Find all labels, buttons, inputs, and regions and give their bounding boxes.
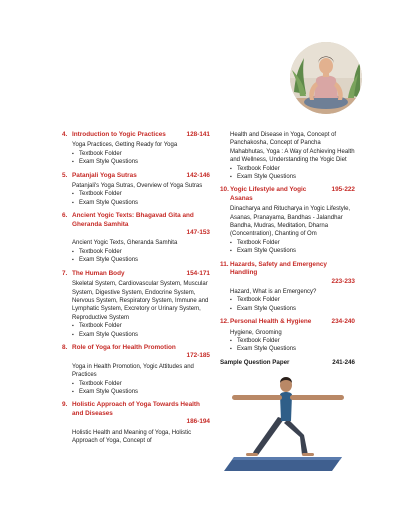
chapter-title: Introduction to Yogic Practices bbox=[72, 131, 166, 138]
list-item: ▪ Exam Style Questions bbox=[72, 158, 210, 166]
chapter-pages: 195-222 bbox=[331, 186, 355, 194]
list-item: ▪ Exam Style Questions bbox=[72, 199, 210, 207]
list-item: ▪ Exam Style Questions bbox=[230, 305, 355, 313]
chapter-title: Role of Yoga for Health Promotion bbox=[72, 343, 176, 351]
sample-paper-label: Sample Question Paper bbox=[220, 358, 290, 366]
chapter-pages: 223-233 bbox=[331, 277, 355, 285]
chapter-number: 12. bbox=[220, 318, 229, 326]
chapter-description: Holistic Health and Meaning of Yoga, Holistic Approach of Yoga, Concept of bbox=[72, 429, 192, 444]
chapter-number: 10. bbox=[220, 186, 229, 194]
list-item: ▪ Exam Style Questions bbox=[230, 247, 355, 255]
list-item: ▪ Exam Style Questions bbox=[230, 173, 355, 181]
chapter-title: The Human Body bbox=[72, 269, 125, 277]
toc-entry-7 bbox=[62, 270, 210, 339]
chapter-description: Hazard, What is an Emergency? bbox=[230, 288, 317, 295]
chapter-number: 6. bbox=[62, 212, 68, 220]
chapter-number: 7. bbox=[62, 269, 68, 277]
chapter-pages: 172-185 bbox=[186, 352, 210, 360]
chapter-number: 9. bbox=[62, 401, 68, 409]
toc-entry-9-continued bbox=[220, 131, 355, 181]
chapter-pages: 186-194 bbox=[186, 418, 210, 426]
chapter-title: Hazards, Safety and Emergency Handling bbox=[230, 260, 327, 277]
list-item: ▪ Textbook Folder bbox=[72, 380, 210, 388]
chapter-description: Ancient Yogic Texts, Gheranda Samhita bbox=[72, 240, 178, 247]
chapter-title: Holistic Approach of Yoga Towards Health and Diseases bbox=[72, 401, 200, 417]
chapter-number: 4. bbox=[62, 131, 68, 138]
chapter-title: Yogic Lifestyle and Yogic Asanas bbox=[230, 186, 307, 202]
chapter-number: 8. bbox=[62, 343, 68, 351]
toc-entry-9 bbox=[62, 401, 210, 445]
toc-left-column bbox=[62, 131, 210, 450]
list-item: ▪ Textbook Folder bbox=[230, 239, 355, 247]
chapter-title: Personal Health & Hygiene bbox=[230, 318, 312, 326]
toc-entry-5 bbox=[62, 172, 210, 208]
chapter-description: Yoga Practices, Getting Ready for Yoga bbox=[72, 142, 178, 149]
list-item: ▪ Exam Style Questions bbox=[72, 331, 210, 339]
toc-entry-12 bbox=[220, 318, 355, 354]
warrior-pose-photo bbox=[224, 365, 352, 475]
list-item: ▪ Textbook Folder bbox=[230, 337, 355, 345]
chapter-number: 5. bbox=[62, 171, 68, 179]
list-item: ▪ Textbook Folder bbox=[72, 150, 210, 158]
sample-paper-pages: 241-246 bbox=[332, 358, 355, 366]
list-item: ▪ Textbook Folder bbox=[72, 248, 210, 256]
chapter-pages: 142-146 bbox=[186, 171, 210, 179]
chapter-description: Dinacharya and Ritucharya in Yogic Lifestyle, Asanas, Pranayama, Bandhas - Jalandhar Bandha, Mudras, Meditation, Dharna (Concentration), Chanting of Om bbox=[230, 206, 351, 238]
chapter-pages: 147-153 bbox=[186, 229, 210, 237]
list-item: ▪ Textbook Folder bbox=[230, 165, 355, 173]
chapter-description: Patanjali's Yoga Sutras, Overview of Yoga Sutras bbox=[72, 183, 203, 190]
chapter-pages: 128-141 bbox=[186, 131, 210, 138]
toc-entry-10 bbox=[220, 186, 355, 255]
chapter-description: Hygiene, Grooming bbox=[230, 329, 282, 336]
list-item: ▪ Textbook Folder bbox=[72, 322, 210, 330]
meditation-photo bbox=[290, 42, 362, 114]
chapter-number: 11. bbox=[220, 260, 229, 268]
toc-entry-11 bbox=[220, 261, 355, 313]
toc-entry-4 bbox=[62, 131, 210, 167]
chapter-title: Ancient Yogic Texts: Bhagavad Gita and Gheranda Samhita bbox=[72, 212, 194, 228]
list-item: ▪ Exam Style Questions bbox=[230, 345, 355, 353]
chapter-pages: 154-171 bbox=[186, 269, 210, 277]
chapter-title: Patanjali Yoga Sutras bbox=[72, 171, 137, 179]
chapter-description: Health and Disease in Yoga, Concept of Panchakosha, Concept of Pancha Mahabhutas, Yoga : A Way of Achieving Health and Wellness, Understanding the Yogic Diet bbox=[230, 132, 355, 164]
chapter-pages: 234-240 bbox=[331, 318, 355, 326]
toc-entry-8 bbox=[62, 344, 210, 396]
chapter-description: Skeletal System, Cardiovascular System, Muscular System, Digestive System, Endocrine System, Nervous System, Respiratory System, Immune and Lymphatic System, Excretory or Urinary System, Reproductive System bbox=[72, 281, 209, 321]
toc-entry-6 bbox=[62, 212, 210, 264]
list-item: ▪ Textbook Folder bbox=[230, 296, 355, 304]
chapter-description: Yoga in Health Promotion, Yogic Attitudes and Practices bbox=[72, 363, 194, 379]
toc-right-column bbox=[220, 131, 355, 367]
list-item: ▪ Textbook Folder bbox=[72, 190, 210, 198]
list-item: ▪ Exam Style Questions bbox=[72, 256, 210, 264]
list-item: ▪ Exam Style Questions bbox=[72, 388, 210, 396]
